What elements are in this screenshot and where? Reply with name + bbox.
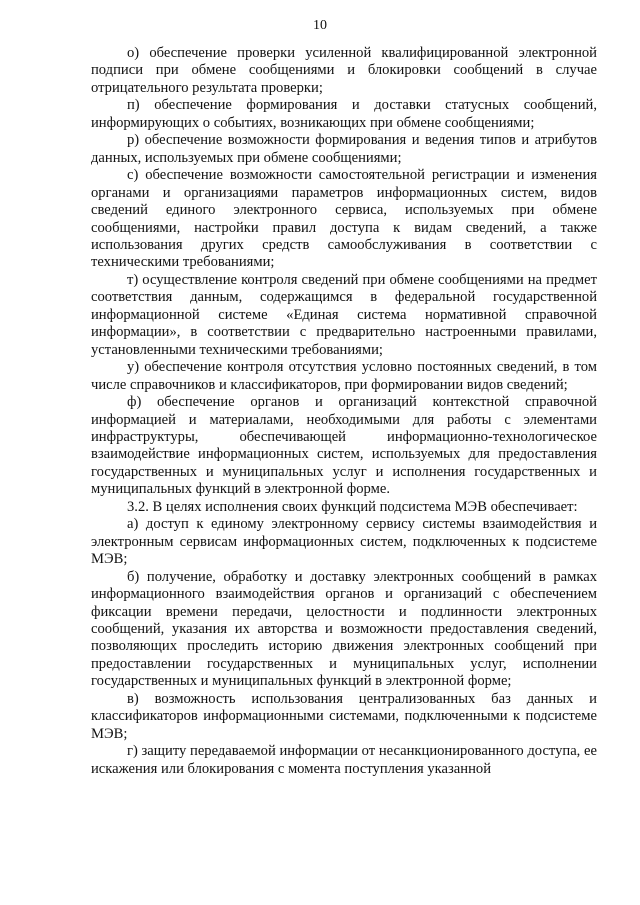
paragraph-t: т) осуществление контроля сведений при обмене сообщениями на предмет соответствия данным, содержащимся в федеральной государственной информационной системе «Единая система нормативной справочной информации», в соответствии с предварительно настроенными правилами, установленными техническими требованиями; bbox=[91, 271, 597, 358]
paragraph-g: г) защиту передаваемой информации от несанкционированного доступа, ее искажения или блокирования с момента поступления указанной bbox=[91, 743, 597, 777]
document-body bbox=[91, 45, 597, 778]
paragraph-p: п) обеспечение формирования и доставки статусных сообщений, информирующих о событиях, возникающих при обмене сообщениями; bbox=[91, 97, 597, 131]
paragraph-v: в) возможность использования централизованных баз данных и классификаторов информационными системами, подключенными к подсистеме МЭВ; bbox=[91, 690, 597, 742]
paragraph-u: у) обеспечение контроля отсутствия условно постоянных сведений, в том числе справочников и классификаторов, при формировании видов сведений; bbox=[91, 359, 597, 393]
paragraph-b: б) получение, обработку и доставку электронных сообщений в рамках информационного взаимодействия органов и организаций с обеспечением фиксации времени передачи, целостности и подлинности электронных сообщений, указания их авторства и возможности предоставления сведений, позволяющих проследить историю движения электронных сообщений при предоставлении государственных и муниципальных услуг, исполнении государственных и муниципальных функций в электронной форме; bbox=[91, 568, 597, 690]
page-number: 10 bbox=[313, 18, 327, 33]
paragraph-o: о) обеспечение проверки усиленной квалифицированной электронной подписи при обмене сообщениями и блокировки сообщений в случае отрицательного результата проверки; bbox=[91, 45, 597, 96]
section-3-2-intro: 3.2. В целях исполнения своих функций подсистема МЭВ обеспечивает: bbox=[127, 498, 578, 515]
paragraph-a: а) доступ к единому электронному сервису системы взаимодействия и электронным сервисам информационных систем, подключенных к подсистеме МЭВ; bbox=[91, 516, 597, 568]
paragraph-s: с) обеспечение возможности самостоятельной регистрации и изменения органами и организациями параметров информационных систем, видов сведений единого электронного сервиса, используемых при обмене сообщениями, настройки правил доступа к видам сведений, а также использования других средств самообслуживания в соответствии с техническими требованиями; bbox=[91, 167, 597, 271]
paragraph-r: р) обеспечение возможности формирования и ведения типов и атрибутов данных, используемых при обмене сообщениями; bbox=[91, 132, 597, 166]
paragraph-f: ф) обеспечение органов и организаций контекстной справочной информацией и материалами, необходимыми для работы с элементами инфраструктуры, обеспечивающей информационно-технологическое взаимодействие информационных систем, используемых для предоставления государственных и муниципальных услуг и исполнения государственных и муниципальных функций в электронной форме. bbox=[91, 394, 597, 498]
